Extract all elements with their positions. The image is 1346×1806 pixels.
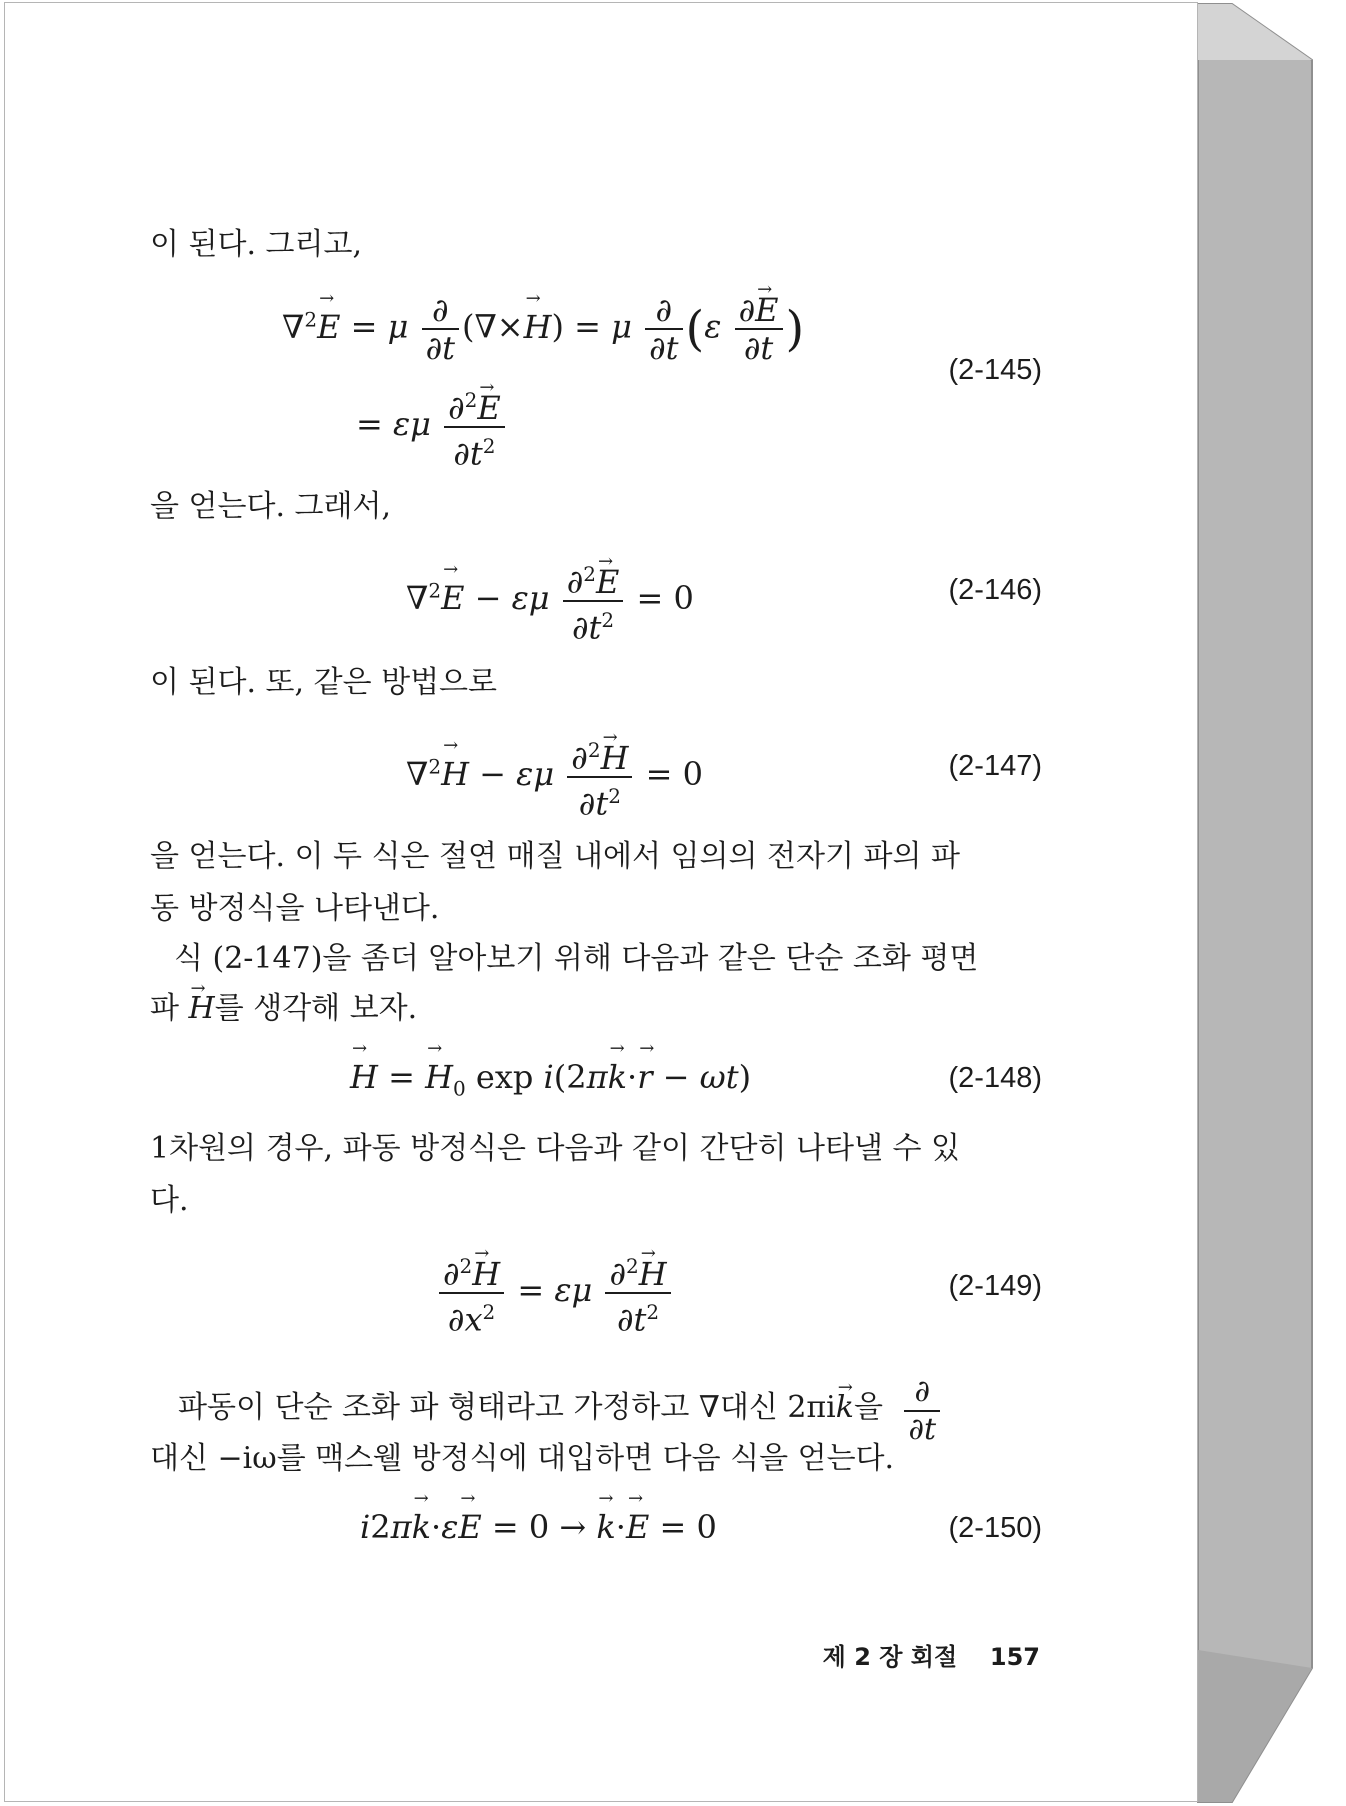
text-line-7-b: 를 생각해 보자. [214,991,418,1026]
equation-number-2-149: (2-149) [948,1270,1042,1302]
equation-2-149: $\frac{\partial^2\to H}{\partial x^2}$ = εμ $\frac{\partial^2\to H}{\partial t^2}$ [436,1248,674,1337]
text-line-5: 동 방정식을 나타낸다. [150,891,440,926]
equation-number-2-150: (2-150) [948,1512,1042,1544]
text-line-7-a: 파 [150,991,189,1026]
text-line-11: 대신 −iω를 맥스웰 방정식에 대입하면 다음 식을 얻는다. [150,1441,895,1476]
text-line-3: 이 된다. 또, 같은 방법으로 [150,665,498,700]
equation-2-148: → H = → $H_0$ exp i(2π→ k·→ r − ωt) [350,1058,751,1100]
equation-2-146: ∇$^2$→ E − εμ $\frac{\partial^2\to E}{\partial t^2}$ = 0 [406,556,694,645]
text-line-6: 식 (2-147)을 좀더 알아보기 위해 다음과 같은 단순 조화 평면 [174,941,979,976]
equation-2-147: ∇$^2$→ H − εμ $\frac{\partial^2\to H}{\partial t^2}$ = 0 [406,732,703,821]
equation-number-2-145: (2-145) [948,354,1042,386]
text-line-10: 파동이 단순 조화 파 형태라고 가정하고 ∇대신 2πi→ k을 $\frac{\partial}{\partial t}$ [178,1374,943,1448]
chapter-title: 제 2 장 회절 [822,1643,958,1671]
equation-number-2-147: (2-147) [948,750,1042,782]
equation-number-2-148: (2-148) [948,1062,1042,1094]
text-line-1: 이 된다. 그리고, [150,227,363,262]
equation-number-2-146: (2-146) [948,574,1042,606]
text-line-10-a: 파동이 단순 조화 파 형태라고 가정하고 ∇대신 2πi [178,1390,836,1425]
equation-2-145-line1: ∇$^2$→ E = μ $\frac{\partial}{\partial t}$ (∇×→ H) = μ $\frac{\partial}{\partial t}$ (ε $\frac{\partial\to E}{\partial t}$ ) [282,292,804,366]
text-line-4: 을 얻는다. 이 두 식은 절연 매질 내에서 임의의 전자기 파의 파 [150,839,960,874]
page-footer [800,1637,1040,1672]
text-line-8: 1차원의 경우, 파동 방정식은 다음과 같이 간단히 나타낼 수 있 [150,1131,960,1166]
text-line-10-b: 을 [853,1390,883,1425]
text-line-9: 다. [150,1183,189,1218]
text-line-2: 을 얻는다. 그래서, [150,489,392,524]
text-line-7: 파 → H를 생각해 보자. [150,990,417,1028]
equation-2-150: i2π→ k·ε→ E = 0 → → k·→ E = 0 [360,1508,717,1546]
page-number: 157 [989,1643,1040,1671]
equation-2-145-line2: = εμ $\frac{\partial^2\to E}{\partial t^2}$ [356,382,508,471]
